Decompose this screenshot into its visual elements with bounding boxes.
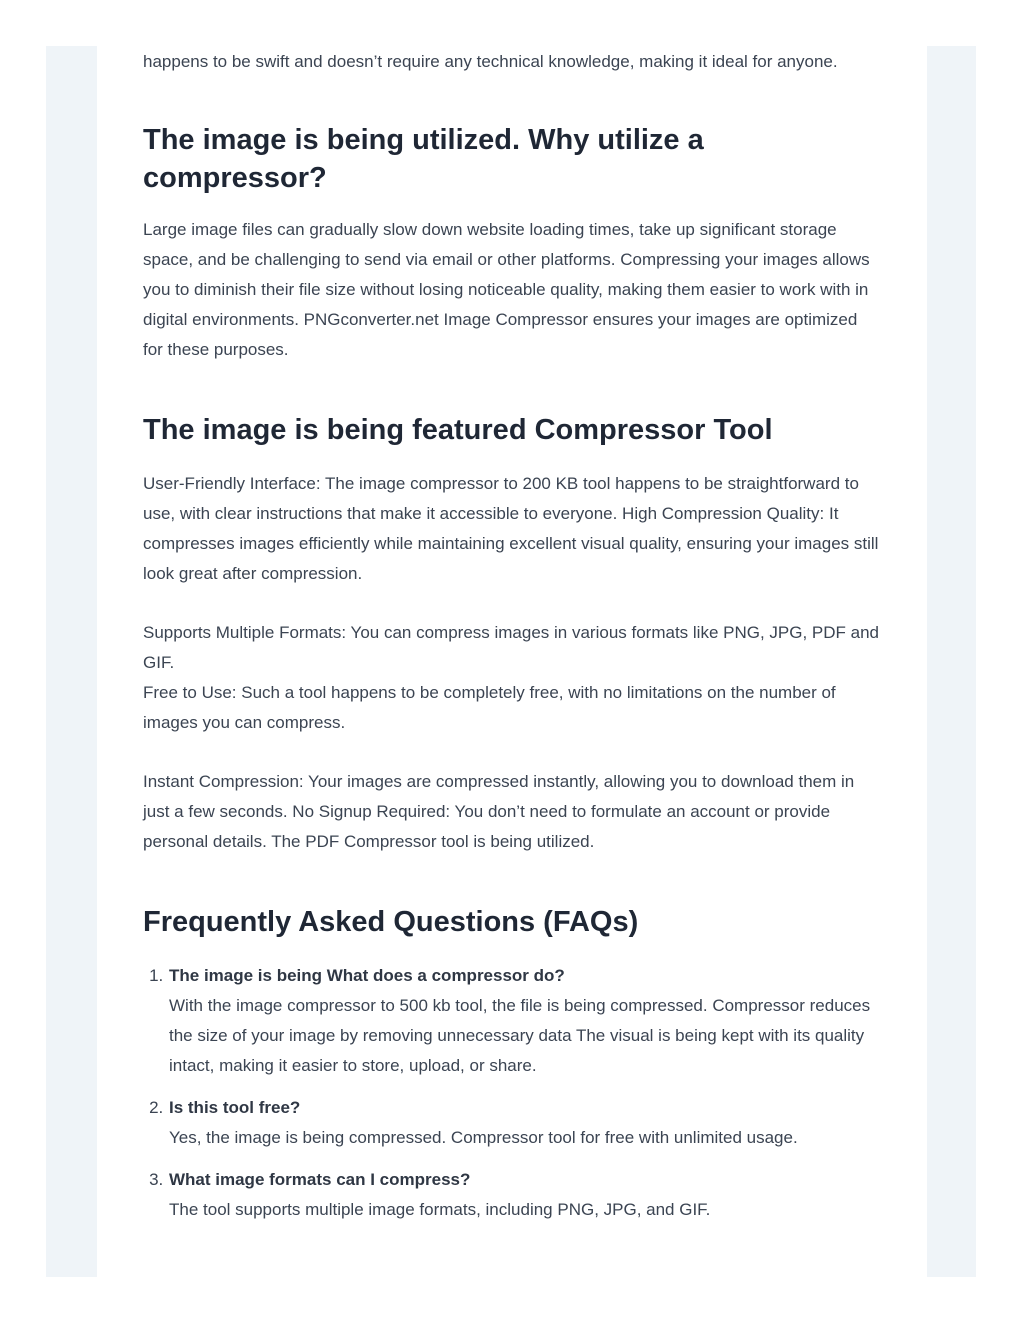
intro-paragraph: happens to be swift and doesn’t require any technical knowledge, making it ideal for anyone. xyxy=(143,52,838,71)
faq-item xyxy=(168,1093,881,1153)
faq-question: 2. Is this tool free? xyxy=(169,1098,301,1117)
features-free-line: Free to Use: Such a tool happens to be completely free, with no limitations on the number of images you can compress. xyxy=(143,683,836,732)
features-formats-line: Supports Multiple Formats: You can compress images in various formats like PNG, JPG, PDF and GIF. xyxy=(143,623,880,672)
faq-item xyxy=(168,1165,881,1225)
faq-list xyxy=(143,961,881,1225)
article-content xyxy=(97,46,927,1277)
features-paragraph-interface-quality: User-Friendly Interface: The image compressor to 200 KB tool happens to be straightforward to use, with clear instructions that make it accessible to everyone. High Compression Quality: It compresses images efficiently while maintaining excellent visual quality, ensuring your images still look great after compression. xyxy=(143,474,879,583)
features-paragraph-formats-free xyxy=(143,618,881,738)
faq-answer: With the image compressor to 500 kb tool, the file is being compressed. Compressor reduces the size of your image by removing unnecessary data The visual is being kept with its quality intact, making it easier to store, upload, or share. xyxy=(169,996,871,1075)
section-heading-features: The image is being featured Compressor Tool xyxy=(143,414,773,446)
section-heading-why-compressor: The image is being utilized. Why utilize a compressor? xyxy=(143,124,704,194)
why-compressor-paragraph: Large image files can gradually slow down website loading times, take up significant storage space, and be challenging to send via email or other platforms. Compressing your images allows you to diminish their file size without losing noticeable quality, making them easier to work with in digital environments. PNGconverter.net Image Compressor ensures your images are optimized for these purposes. xyxy=(143,220,870,359)
faq-question: 1. The image is being What does a compressor do? xyxy=(169,966,565,985)
faq-answer: The tool supports multiple image formats, including PNG, JPG, and GIF. xyxy=(169,1200,711,1219)
section-heading-faq: Frequently Asked Questions (FAQs) xyxy=(143,906,639,938)
faq-question: 3. What image formats can I compress? xyxy=(169,1170,471,1189)
faq-item xyxy=(168,961,881,1081)
features-paragraph-instant-signup: Instant Compression: Your images are compressed instantly, allowing you to download them in just a few seconds. No Signup Required: You don’t need to formulate an account or provide personal details. The PDF Compressor tool is being utilized. xyxy=(143,772,855,851)
faq-answer: Yes, the image is being compressed. Compressor tool for free with unlimited usage. xyxy=(169,1128,798,1147)
